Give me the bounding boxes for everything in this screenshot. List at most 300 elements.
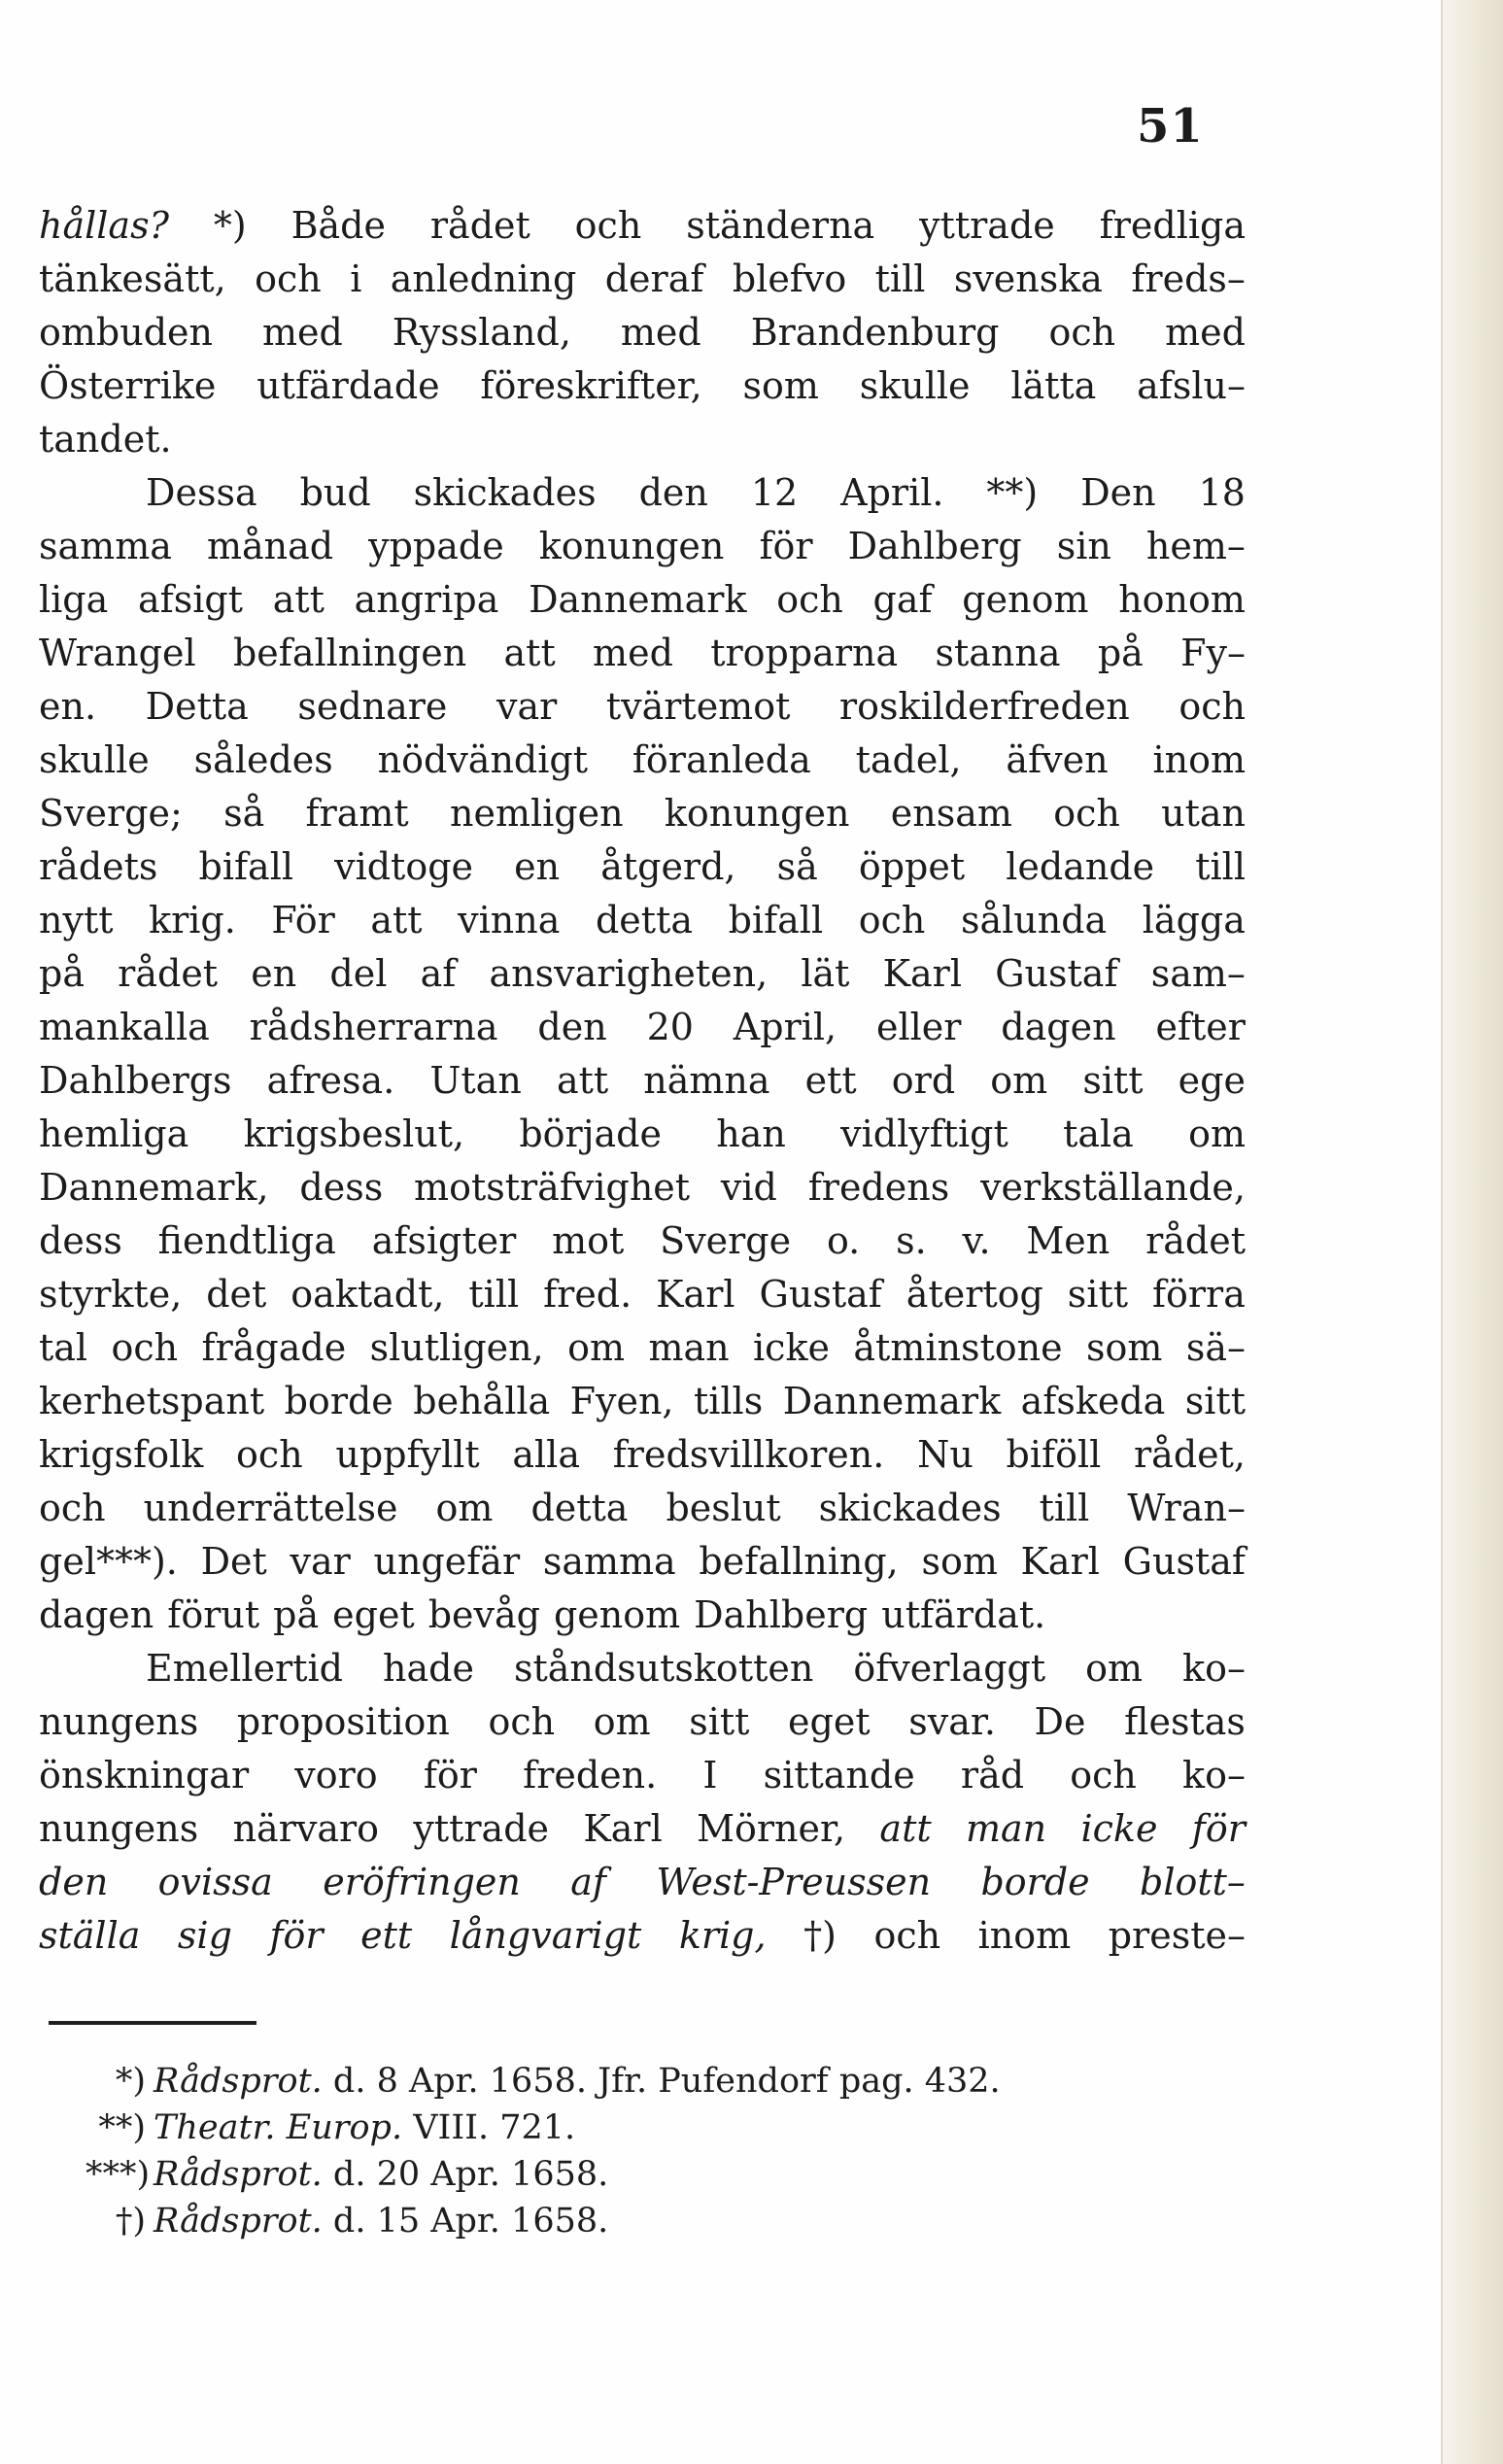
word: och bbox=[111, 1326, 179, 1369]
word: sitt bbox=[1082, 1059, 1144, 1102]
word: voro bbox=[294, 1754, 378, 1797]
word: som bbox=[1086, 1326, 1163, 1369]
word: med bbox=[593, 632, 673, 674]
word: o. bbox=[826, 1219, 861, 1262]
word: och bbox=[574, 204, 642, 247]
word: yppade bbox=[368, 525, 504, 567]
word: proposition bbox=[236, 1700, 450, 1743]
word: med bbox=[261, 311, 343, 354]
footnote-rule bbox=[49, 2021, 256, 2025]
word: ansvarigheten, bbox=[489, 952, 769, 995]
word: och bbox=[858, 899, 926, 941]
text-line bbox=[39, 573, 1246, 627]
word: man bbox=[648, 1326, 730, 1369]
text-line bbox=[39, 1535, 1246, 1589]
word: alla bbox=[512, 1433, 580, 1476]
word: förut bbox=[167, 1593, 260, 1636]
word: var bbox=[290, 1540, 351, 1583]
word: nemligen bbox=[449, 792, 624, 835]
word: eller bbox=[875, 1006, 962, 1048]
word: Gustaf bbox=[1122, 1540, 1246, 1583]
word: att bbox=[879, 1807, 932, 1850]
word: af bbox=[420, 952, 457, 995]
text-line bbox=[39, 947, 1246, 1001]
word: rådet bbox=[118, 952, 219, 995]
word: ledande bbox=[1006, 845, 1155, 888]
word: afskeda bbox=[1020, 1380, 1166, 1422]
word: ställa bbox=[39, 1914, 141, 1957]
word: detta bbox=[530, 1487, 629, 1529]
word: krigsfolk bbox=[39, 1433, 204, 1476]
word: underrättelse bbox=[143, 1487, 398, 1529]
word: inom bbox=[1152, 738, 1246, 781]
word: *) bbox=[213, 204, 247, 247]
word: 12 bbox=[750, 471, 799, 514]
word: befallningen bbox=[232, 632, 467, 674]
footnote-reference: d. 8 Apr. 1658. Jfr. Pufendorf pag. 432. bbox=[322, 2062, 1001, 2101]
word: konungen bbox=[538, 525, 725, 567]
word: freds– bbox=[1131, 257, 1246, 300]
word: skulle bbox=[859, 364, 971, 407]
word: 20 bbox=[646, 1006, 694, 1048]
word: Den bbox=[1080, 471, 1156, 514]
word: Ryssland, bbox=[392, 311, 571, 354]
text-line bbox=[39, 1054, 1246, 1108]
word: närvaro bbox=[232, 1807, 380, 1850]
word: verkställande, bbox=[980, 1166, 1246, 1209]
word: på bbox=[1097, 632, 1144, 674]
word: styrkte, bbox=[39, 1273, 183, 1316]
text-line bbox=[39, 1161, 1246, 1215]
word: åtminstone bbox=[853, 1326, 1063, 1369]
word: detta bbox=[595, 899, 693, 941]
text-line bbox=[39, 1215, 1246, 1268]
word: ko– bbox=[1182, 1754, 1246, 1797]
word: Wrangel bbox=[39, 632, 196, 674]
word: Detta bbox=[145, 685, 249, 728]
word: Mörner, bbox=[697, 1807, 846, 1850]
word: genom bbox=[553, 1593, 681, 1636]
text-line bbox=[39, 1321, 1246, 1375]
word: afslu– bbox=[1137, 364, 1246, 407]
word: och bbox=[776, 578, 843, 621]
word: Dannemark bbox=[782, 1380, 1002, 1422]
word: till bbox=[874, 257, 926, 300]
word: liga bbox=[39, 578, 109, 621]
word: tvärtemot bbox=[605, 685, 791, 728]
word: Fyen, bbox=[569, 1380, 674, 1422]
word: med bbox=[620, 311, 701, 354]
word: eget bbox=[788, 1700, 871, 1743]
word: för bbox=[1191, 1807, 1246, 1850]
word: vidtoge bbox=[334, 845, 474, 888]
word: gel***). bbox=[39, 1540, 178, 1583]
word: att bbox=[556, 1059, 609, 1102]
word: en bbox=[251, 952, 297, 995]
word: eröfringen bbox=[323, 1861, 521, 1903]
word: ombuden bbox=[39, 311, 213, 354]
word: fredens bbox=[807, 1166, 950, 1209]
word: öppet bbox=[858, 845, 966, 888]
word: den bbox=[638, 471, 708, 514]
word: som bbox=[742, 364, 819, 407]
text-line bbox=[39, 359, 1246, 413]
word: †) bbox=[803, 1914, 837, 1957]
text-line bbox=[39, 413, 1246, 466]
word: började bbox=[519, 1112, 662, 1155]
text-line bbox=[39, 894, 1246, 947]
word: för bbox=[423, 1754, 477, 1797]
word: Sverge; bbox=[39, 792, 183, 835]
word: Dahlbergs bbox=[39, 1059, 232, 1102]
text-line bbox=[39, 734, 1246, 787]
word: vinna bbox=[458, 899, 561, 941]
text-line bbox=[39, 1695, 1246, 1749]
word: rådet bbox=[429, 204, 530, 247]
word: afsigter bbox=[371, 1219, 517, 1262]
word: och bbox=[236, 1433, 303, 1476]
word: fredsvillkoren. bbox=[612, 1433, 885, 1476]
word: nungens bbox=[39, 1700, 199, 1743]
word: skickades bbox=[413, 471, 597, 514]
word: borde bbox=[284, 1380, 393, 1422]
text-line bbox=[39, 1642, 1246, 1695]
word: Karl bbox=[656, 1273, 735, 1316]
word: skickades bbox=[818, 1487, 1002, 1529]
word: borde bbox=[980, 1861, 1090, 1903]
word: tandet. bbox=[39, 418, 172, 461]
word: åtgerd, bbox=[600, 845, 736, 888]
text-line bbox=[39, 1268, 1246, 1321]
footnote-source: Rådsprot. bbox=[154, 2155, 323, 2194]
word: som bbox=[921, 1540, 998, 1583]
word: bifall bbox=[198, 845, 294, 888]
text-line bbox=[39, 1856, 1246, 1909]
word: afsigt bbox=[138, 578, 243, 621]
text-line bbox=[39, 1001, 1246, 1054]
word: Karl bbox=[1020, 1540, 1100, 1583]
word: yttrade bbox=[919, 204, 1055, 247]
text-line bbox=[39, 520, 1246, 573]
footnote bbox=[85, 2105, 960, 2151]
word: sam– bbox=[1150, 952, 1246, 995]
word: och bbox=[255, 257, 322, 300]
text-line bbox=[39, 840, 1246, 894]
word: och bbox=[1070, 1754, 1137, 1797]
word: tadel, bbox=[855, 738, 962, 781]
word: beslut bbox=[666, 1487, 781, 1529]
word: svar. bbox=[908, 1700, 996, 1743]
word: vid bbox=[720, 1166, 777, 1209]
word: samma bbox=[39, 525, 172, 567]
word: fred. bbox=[543, 1273, 632, 1316]
footnote-mark: **) bbox=[98, 2108, 146, 2147]
word: I bbox=[702, 1754, 718, 1797]
footnote-source: Rådsprot. bbox=[154, 2202, 323, 2241]
word: sig bbox=[177, 1914, 232, 1957]
word: sitt bbox=[689, 1700, 750, 1743]
word: Fy– bbox=[1180, 632, 1246, 674]
footnote-mark: ***) bbox=[85, 2155, 151, 2194]
word: kerhetspant bbox=[39, 1380, 265, 1422]
text-line bbox=[39, 1375, 1246, 1428]
word: tills bbox=[693, 1380, 764, 1422]
word: tala bbox=[1063, 1112, 1134, 1155]
word: ett bbox=[360, 1914, 413, 1957]
word: Nu bbox=[917, 1433, 974, 1476]
text-line bbox=[39, 627, 1246, 680]
word: Det bbox=[200, 1540, 267, 1583]
word: ovissa bbox=[157, 1861, 273, 1903]
word: Dannemark, bbox=[39, 1166, 269, 1209]
word: en bbox=[514, 845, 561, 888]
footnotes bbox=[85, 2058, 1001, 2244]
word: lät bbox=[801, 952, 850, 995]
word: konungen bbox=[664, 792, 850, 835]
word: Brandenburg bbox=[750, 311, 1000, 354]
word: icke bbox=[753, 1326, 830, 1369]
word: blott– bbox=[1140, 1861, 1246, 1903]
word: rådsherrarna bbox=[249, 1006, 498, 1048]
word: om bbox=[435, 1487, 494, 1529]
word: om bbox=[1188, 1112, 1246, 1155]
word: krig. bbox=[149, 899, 236, 941]
word: April, bbox=[733, 1006, 837, 1048]
word: För bbox=[271, 899, 335, 941]
word: ege bbox=[1178, 1059, 1246, 1102]
word: till bbox=[1039, 1487, 1090, 1529]
word: Wran– bbox=[1127, 1487, 1246, 1529]
word: genom bbox=[962, 578, 1089, 621]
word: råd bbox=[960, 1754, 1025, 1797]
word: utan bbox=[1161, 792, 1246, 835]
text-line bbox=[39, 680, 1246, 734]
word: rådet bbox=[1145, 1219, 1246, 1262]
word: nytt bbox=[39, 899, 114, 941]
word: ord bbox=[891, 1059, 956, 1102]
word: flestas bbox=[1124, 1700, 1246, 1743]
word: yttrade bbox=[413, 1807, 550, 1850]
word: De bbox=[1034, 1700, 1086, 1743]
word: roskilderfreden bbox=[838, 685, 1130, 728]
footnote bbox=[85, 2198, 960, 2244]
text-line bbox=[39, 1749, 1246, 1802]
footnote-source: Theatr. Europ. bbox=[154, 2108, 403, 2147]
word: att bbox=[272, 578, 325, 621]
word: honom bbox=[1118, 578, 1246, 621]
page-edge bbox=[1441, 0, 1503, 2464]
word: ständerna bbox=[686, 204, 875, 247]
word: behålla bbox=[413, 1380, 551, 1422]
word: freden. bbox=[523, 1754, 658, 1797]
word: således bbox=[193, 738, 333, 781]
word: hållas? bbox=[39, 204, 169, 247]
word: sålunda bbox=[960, 899, 1108, 941]
word: och bbox=[488, 1700, 556, 1743]
word: krig, bbox=[678, 1914, 767, 1957]
word: nödvändigt bbox=[377, 738, 588, 781]
word: och bbox=[1053, 792, 1120, 835]
word: lätta bbox=[1010, 364, 1097, 407]
word: tropparna bbox=[710, 632, 899, 674]
word: **) bbox=[986, 471, 1039, 514]
word: äfven bbox=[1006, 738, 1109, 781]
word: om bbox=[567, 1326, 626, 1369]
text-line bbox=[39, 466, 1246, 520]
word: om bbox=[990, 1059, 1048, 1102]
word: hemliga bbox=[39, 1112, 189, 1155]
word: sittande bbox=[763, 1754, 915, 1797]
word: fiendtliga bbox=[157, 1219, 336, 1262]
word: af bbox=[570, 1861, 606, 1903]
word: till bbox=[468, 1273, 520, 1316]
word: så bbox=[776, 845, 818, 888]
word: önskningar bbox=[39, 1754, 250, 1797]
word: förra bbox=[1151, 1273, 1246, 1316]
word: befallning, bbox=[699, 1540, 899, 1583]
word: icke bbox=[1080, 1807, 1158, 1850]
word: för bbox=[759, 525, 813, 567]
word: framt bbox=[305, 792, 409, 835]
word: nämna bbox=[643, 1059, 770, 1102]
word: rådet, bbox=[1134, 1433, 1246, 1476]
word: månad bbox=[206, 525, 334, 567]
word: man bbox=[965, 1807, 1047, 1850]
word: dess bbox=[299, 1166, 384, 1209]
footnote-mark: *) bbox=[115, 2062, 146, 2101]
word: hade bbox=[382, 1647, 474, 1690]
word: uppfyllt bbox=[335, 1433, 480, 1476]
word: dagen bbox=[1001, 1006, 1116, 1048]
word: Dahlberg bbox=[694, 1593, 869, 1636]
word: en. bbox=[39, 685, 97, 728]
word: West-Preussen bbox=[656, 1861, 932, 1903]
word: Gustaf bbox=[759, 1273, 882, 1316]
word: öfverlaggt bbox=[853, 1647, 1046, 1690]
word: v. bbox=[962, 1219, 991, 1262]
word: rådets bbox=[39, 845, 158, 888]
text-line bbox=[39, 306, 1246, 359]
word: sin bbox=[1056, 525, 1111, 567]
word: att bbox=[370, 899, 423, 941]
text-line bbox=[39, 253, 1246, 306]
word: på bbox=[273, 1593, 320, 1636]
word: anledning bbox=[390, 257, 577, 300]
word: slutligen, bbox=[369, 1326, 544, 1369]
word: utfärdat. bbox=[881, 1593, 1046, 1636]
word: att bbox=[503, 632, 556, 674]
text-line bbox=[39, 1909, 1246, 1963]
word: föranleda bbox=[632, 738, 811, 781]
word: sednare bbox=[297, 685, 448, 728]
word: bud bbox=[299, 471, 371, 514]
word: om bbox=[1085, 1647, 1144, 1690]
word: långvarigt bbox=[449, 1914, 642, 1957]
word: så bbox=[223, 792, 265, 835]
word: deraf bbox=[604, 257, 704, 300]
word: dagen bbox=[39, 1593, 154, 1636]
word: biföll bbox=[1006, 1433, 1102, 1476]
word: bifall bbox=[728, 899, 824, 941]
word: motsträfvighet bbox=[414, 1166, 691, 1209]
word: det bbox=[206, 1273, 267, 1316]
page-number: 51 bbox=[1137, 99, 1204, 154]
word: frågade bbox=[201, 1326, 347, 1369]
footnote bbox=[85, 2151, 960, 2198]
footnote bbox=[85, 2058, 1001, 2105]
word: och bbox=[39, 1487, 106, 1529]
footnote-mark: †) bbox=[115, 2202, 146, 2241]
word: om bbox=[593, 1700, 651, 1743]
word: och bbox=[1048, 311, 1116, 354]
word: ko– bbox=[1182, 1647, 1246, 1690]
word: mankalla bbox=[39, 1006, 210, 1048]
word: Dannemark bbox=[529, 578, 747, 621]
word: inom bbox=[977, 1914, 1072, 1957]
word: ungefär bbox=[373, 1540, 521, 1583]
footnote-reference: d. 20 Apr. 1658. bbox=[322, 2155, 609, 2194]
word: krigsbeslut, bbox=[243, 1112, 465, 1155]
word: utfärdade bbox=[256, 364, 440, 407]
word: gaf bbox=[872, 578, 933, 621]
word: efter bbox=[1155, 1006, 1246, 1048]
word: Gustaf bbox=[995, 952, 1118, 995]
word: var bbox=[496, 685, 558, 728]
footnote-reference: d. 15 Apr. 1658. bbox=[322, 2202, 609, 2241]
word: tänkesätt, bbox=[39, 257, 226, 300]
word: eget bbox=[332, 1593, 415, 1636]
word: 18 bbox=[1198, 471, 1246, 514]
word: April. bbox=[840, 471, 944, 514]
word: afresa. bbox=[266, 1059, 395, 1102]
text-line bbox=[39, 199, 1246, 253]
text-line bbox=[39, 1802, 1246, 1856]
word: ensam bbox=[890, 792, 1012, 835]
word: i bbox=[350, 257, 362, 300]
word: blefvo bbox=[732, 257, 847, 300]
word: stanna bbox=[935, 632, 1061, 674]
word: Emellertid bbox=[146, 1647, 343, 1690]
word: och bbox=[1178, 685, 1246, 728]
footnote-reference: VIII. 721. bbox=[402, 2108, 576, 2147]
word: hem– bbox=[1145, 525, 1246, 567]
word: för bbox=[269, 1914, 324, 1957]
text-line bbox=[39, 1482, 1246, 1535]
word: och bbox=[873, 1914, 941, 1957]
word: ståndsutskotten bbox=[513, 1647, 814, 1690]
word: Dahlberg bbox=[847, 525, 1022, 567]
text-line bbox=[39, 1589, 1246, 1642]
word: Sverge bbox=[660, 1219, 792, 1262]
text-line bbox=[39, 1428, 1246, 1482]
word: han bbox=[716, 1112, 786, 1155]
word: s. bbox=[896, 1219, 927, 1262]
word: Karl bbox=[882, 952, 963, 995]
word: Dessa bbox=[146, 471, 257, 514]
word: tal bbox=[39, 1326, 88, 1369]
word: den bbox=[39, 1861, 109, 1903]
word: föreskrifter, bbox=[480, 364, 702, 407]
word: skulle bbox=[39, 738, 150, 781]
word: Karl bbox=[583, 1807, 663, 1850]
word: till bbox=[1195, 845, 1246, 888]
word: sitt bbox=[1067, 1273, 1128, 1316]
text-line bbox=[39, 787, 1246, 840]
text-line bbox=[39, 1108, 1246, 1161]
word: med bbox=[1165, 311, 1246, 354]
word: nungens bbox=[39, 1807, 199, 1850]
word: dess bbox=[39, 1219, 122, 1262]
